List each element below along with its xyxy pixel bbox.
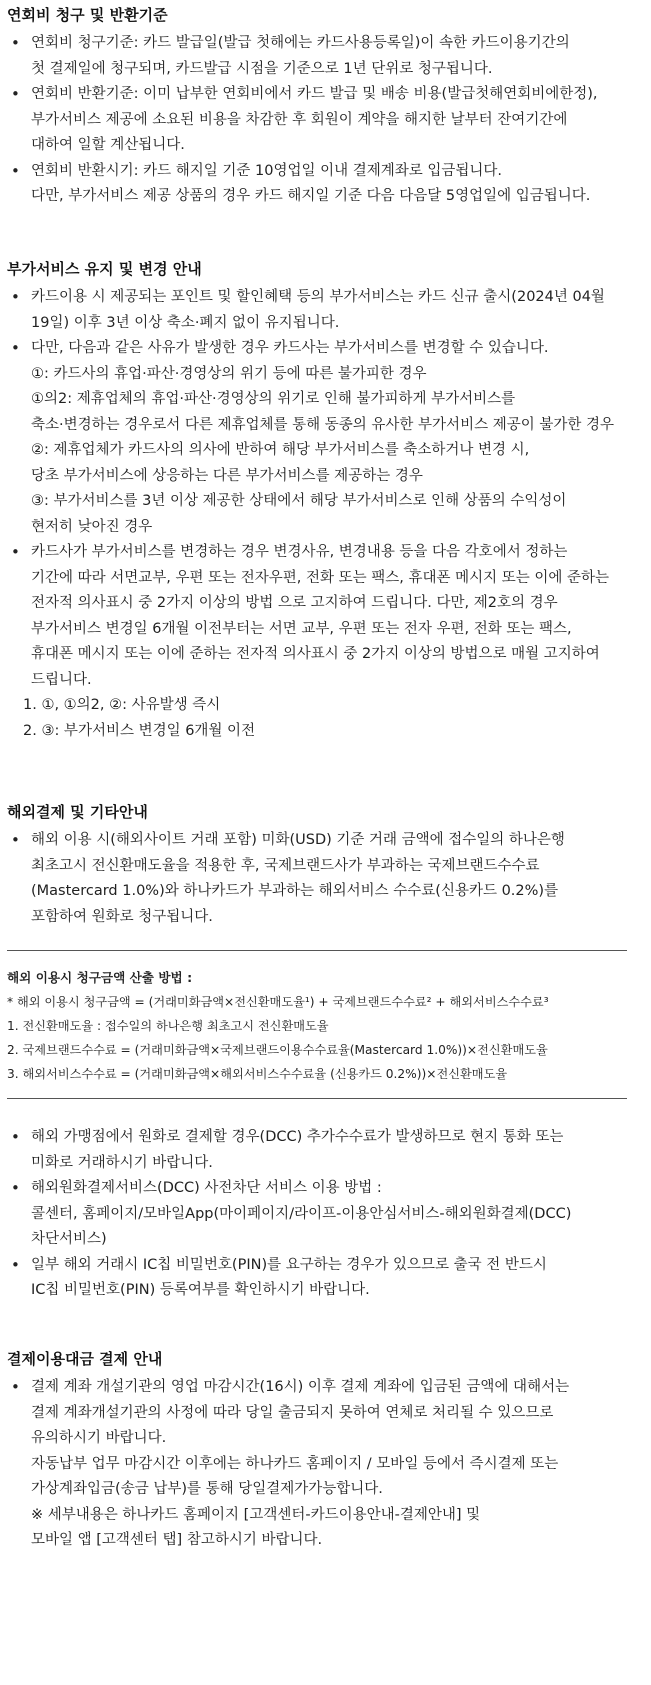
text-line: 부가서비스 변경일 6개월 이전부터는 서면 교부, 우편 또는 전자 우편, 전화 또는 팩스, (31, 620, 572, 637)
section-additional-services (7, 258, 614, 744)
text-line: 전자적 의사표시 중 2가지 이상의 방법 으로 고지하여 드립니다. 다만, 제2호의 경우 (31, 595, 558, 611)
bullet-item (7, 159, 598, 210)
bullet-item (7, 82, 598, 159)
bullet-list (7, 1125, 571, 1304)
text-line: 대하여 일할 계산됩니다. (31, 137, 185, 153)
text-line: 첫 결제일에 청구되며, 카드발급 시점을 기준으로 1년 단위로 청구됩니다. (31, 60, 493, 77)
text-line: 다만, 부가서비스 제공 상품의 경우 카드 해지일 기준 다음 다음달 5영업일에 입금됩니다. (31, 188, 591, 204)
text-line: 당초 부가서비스에 상응하는 다른 부가서비스를 제공하는 경우 (31, 467, 423, 484)
bullet-item (7, 31, 598, 82)
text-line: (Mastercard 1.0%)와 하나카드가 부과하는 해외서비스 수수료(신용카드 0.2%)를 (31, 883, 559, 899)
text-line: • 결제 계좌 개설기관의 영업 마감시간(16시) 이후 결제 계좌에 입금된 금액에 대해서는 (31, 1379, 570, 1395)
calc-line: * 해외 이용시 청구금액 = (거래미화금액×전신환매도율¹) + 국제브랜드수수료² + 해외서비스수수료³ (7, 995, 549, 1009)
text-line: 콜센터, 홈페이지/모바일App(마이페이지/라이프-이용안심서비스-해외원화결제(DCC) (31, 1205, 572, 1222)
section-overseas (7, 801, 565, 930)
divider (7, 950, 627, 951)
calc-line: 1. 전신환매도율 : 접수일의 하나은행 최초고시 전신환매도율 (7, 1019, 329, 1033)
text-line: ③: 부가서비스를 3년 이상 제공한 상태에서 해당 부가서비스로 인해 상품의 수익성이 (31, 493, 567, 509)
text-line: • 연회비 반환시기: 카드 해지일 기준 10영업일 이내 결제계좌로 입금됩니다. (31, 162, 503, 179)
text-line: 축소·변경하는 경우로서 다른 제휴업체를 통해 동종의 유사한 부가서비스 제공이 불가한 경우 (31, 416, 614, 433)
section-overseas-more (7, 1125, 571, 1304)
bullet-item (7, 285, 614, 336)
bullet-list (7, 31, 598, 210)
text-line: ①: 카드사의 휴업·파산·경영상의 위기 등에 따른 불가피한 경우 (31, 365, 427, 382)
text-line: 포함하여 원화로 청구됩니다. (31, 908, 213, 925)
calc-title: 해외 이용시 청구금액 산출 방법 : (7, 970, 193, 985)
text-line: 결제 계좌개설기관의 사정에 따라 당일 출금되지 못하여 연체로 처리될 수 있으므로 (31, 1404, 554, 1421)
section-title: 해외결제 및 기타안내 (7, 803, 148, 821)
numbered-item: 2. ③: 부가서비스 변경일 6개월 이전 (23, 722, 256, 739)
section-annual-fee (7, 4, 598, 210)
text-line: 차단서비스) (31, 1231, 107, 1247)
text-line: 가상계좌입금(송금 납부)를 통해 당일결제가가능합니다. (31, 1481, 383, 1497)
text-line: • 카드이용 시 제공되는 포인트 및 할인혜택 등의 부가서비스는 카드 신규 출시(2024년 04월 (31, 289, 605, 305)
text-line: • 연회비 반환기준: 이미 납부한 연회비에서 카드 발급 및 배송 비용(발급첫해연회비에한정), (31, 86, 598, 102)
text-line: 19일) 이후 3년 이상 축소·폐지 없이 유지됩니다. (31, 314, 340, 331)
text-line: • 일부 해외 거래시 IC칩 비밀번호(PIN)를 요구하는 경우가 있으므로 출국 전 반드시 (31, 1256, 547, 1273)
text-line: • 연회비 청구기준: 카드 발급일(발급 첫해에는 카드사용등록일)이 속한 카드이용기간의 (31, 35, 570, 51)
divider (7, 1098, 627, 1099)
calc-line: 3. 해외서비스수수료 = (거래미화금액×해외서비스수수료율 (신용카드 0.2%))×전신환매도율 (7, 1067, 508, 1081)
text-line: 현저히 낮아진 경우 (31, 518, 153, 535)
text-line: 부가서비스 제공에 소요된 비용을 차감한 후 회원이 계약을 해지한 날부터 잔여기간에 (31, 111, 568, 128)
calc-line: 2. 국제브랜드수수료 = (거래미화금액×국제브랜드이용수수료율(Mastercard 1.0%))×전신환매도율 (7, 1043, 548, 1057)
bullet-list (7, 828, 565, 930)
bullet-item (7, 1176, 571, 1253)
text-line: 휴대폰 메시지 또는 이에 준하는 전자적 의사표시 중 2가지 이상의 방법으로 매월 고지하여 (31, 646, 600, 662)
bullet-item (7, 1125, 571, 1176)
bullet-item (7, 828, 565, 930)
bullet-item (7, 1253, 571, 1304)
bullet-list (7, 1375, 569, 1554)
text-line: 유의하시기 바랍니다. (31, 1430, 167, 1446)
text-line: ②: 제휴업체가 카드사의 의사에 반하여 해당 부가서비스를 축소하거나 변경 시, (31, 442, 530, 458)
text-line: • 해외 가맹점에서 원화로 결제할 경우(DCC) 추가수수료가 발생하므로 현지 통화 또는 (31, 1129, 564, 1145)
text-line: 모바일 앱 [고객센터 탭] 참고하시기 바랍니다. (31, 1532, 323, 1548)
text-line: ※ 세부내용은 하나카드 홈페이지 [고객센터-카드이용안내-결제안내] 및 (31, 1506, 481, 1523)
section-title: 부가서비스 유지 및 변경 안내 (7, 260, 202, 278)
numbered-list (7, 693, 614, 744)
section-title: 결제이용대금 결제 안내 (7, 1350, 163, 1368)
bullet-item (7, 540, 614, 693)
text-line: • 다만, 다음과 같은 사유가 발생한 경우 카드사는 부가서비스를 변경할 수 있습니다. (31, 340, 549, 356)
numbered-item: 1. ①, ①의2, ②: 사유발생 즉시 (23, 697, 221, 713)
text-line: 미화로 거래하시기 바랍니다. (31, 1154, 213, 1171)
text-line: 드립니다. (31, 671, 92, 688)
text-line: 최초고시 전신환매도율을 적용한 후, 국제브랜드사가 부과하는 국제브랜드수수료 (31, 857, 540, 874)
text-line: • 해외 이용 시(해외사이트 거래 포함) 미화(USD) 기준 거래 금액에 접수일의 하나은행 (31, 832, 565, 848)
text-line: IC칩 비밀번호(PIN) 등록여부를 확인하시기 바랍니다. (31, 1282, 370, 1298)
bullet-item (7, 1375, 569, 1554)
section-payment (7, 1348, 569, 1554)
text-line: ①의2: 제휴업체의 휴업·파산·경영상의 위기로 인해 불가피하게 부가서비스를 (31, 391, 516, 407)
bullet-list (7, 285, 614, 693)
bullet-item (7, 336, 614, 540)
section-title: 연회비 청구 및 반환기준 (7, 6, 168, 24)
text-line: 기간에 따라 서면교부, 우편 또는 전자우편, 전화 또는 팩스, 휴대폰 메시지 또는 이에 준하는 (31, 569, 609, 586)
text-line: • 해외원화결제서비스(DCC) 사전차단 서비스 이용 방법 : (31, 1180, 382, 1196)
text-line: 자동납부 업무 마감시간 이후에는 하나카드 홈페이지 / 모바일 등에서 즉시결제 또는 (31, 1455, 559, 1472)
text-line: • 카드사가 부가서비스를 변경하는 경우 변경사유, 변경내용 등을 다음 각호에서 정하는 (31, 544, 568, 560)
calc-method-box (7, 966, 549, 1086)
